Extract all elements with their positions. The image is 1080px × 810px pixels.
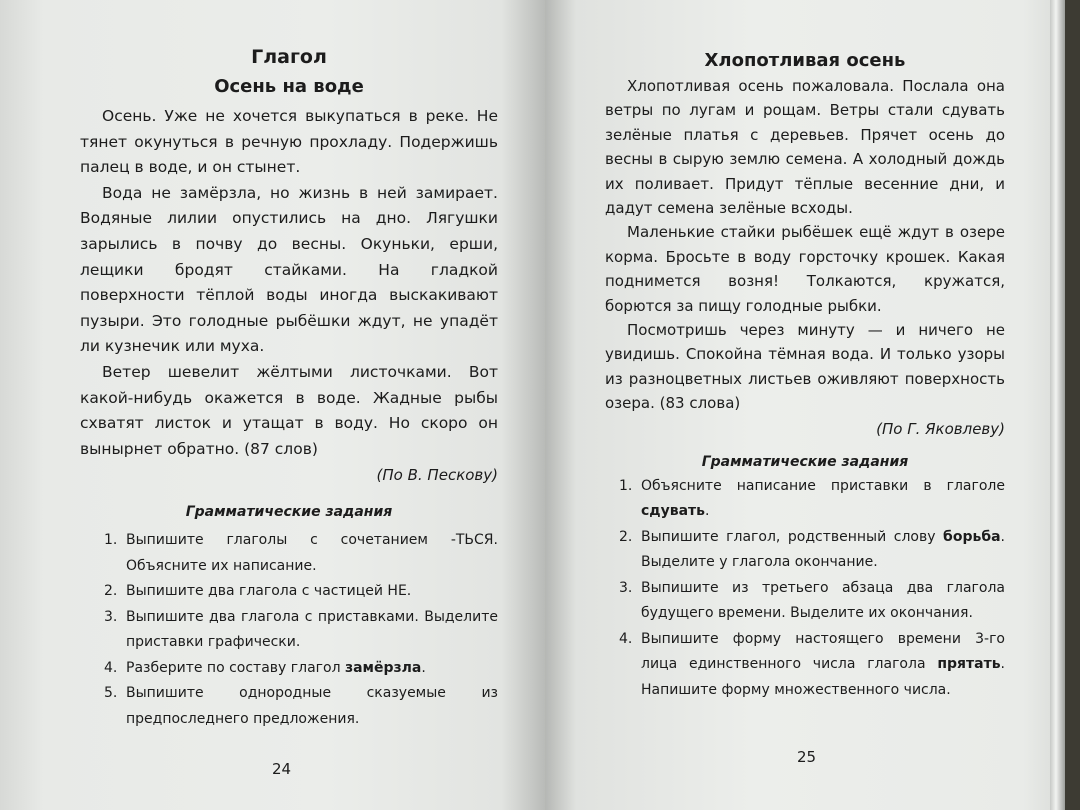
task-item: [605, 525, 1005, 576]
task-keyword: прятать: [937, 656, 1001, 673]
task-number: 3.: [619, 579, 633, 596]
tasks-list-left: [80, 528, 498, 732]
task-number: 4.: [619, 630, 633, 647]
task-text: Выпишите однородные сказуемые из предпоследнего предложения.: [126, 685, 498, 727]
task-text: Выпишите из третьего абзаца два глагола будущего времени. Выделите их окончания.: [641, 579, 1005, 622]
task-item: [80, 681, 498, 732]
paragraph-right-2: Маленькие стайки рыбёшек ещё ждут в озере корма. Бросьте в воду горсточку крошек. Какая поднимется возня! Толкаются, кружатся, борются за пищу голодные рыбки.: [605, 223, 1005, 315]
left-page-column: [80, 44, 498, 732]
task-number: 3.: [104, 608, 118, 625]
task-text-end: . Напишите форму множественного числа.: [641, 656, 1005, 698]
story-title-right: Хлопотливая осень: [704, 50, 906, 71]
tasks-title-left: Грамматические задания: [185, 504, 393, 521]
task-text: Выпишите форму настоящего времени 3-го лица единственного числа глагола: [641, 630, 1005, 673]
task-text-end: .: [421, 659, 426, 676]
paragraph-left-3: Ветер шевелит жёлтыми листочками. Вот какой-нибудь окажется в воде. Жадные рыбы схватят листок и утащат в воду. Но скоро он вынырнет обратно. (87 слов): [80, 362, 498, 458]
task-keyword: замёрзла: [344, 659, 422, 676]
task-number: 2.: [619, 528, 633, 545]
task-text-end: . Выделите у глагола окончание.: [641, 528, 1005, 571]
task-item: [605, 627, 1005, 704]
page-number-right: 25: [797, 748, 817, 766]
task-text: Выпишите два глагола с приставками. Выделите приставки графически.: [126, 608, 498, 651]
task-number: 4.: [104, 659, 118, 676]
task-number: 1.: [104, 532, 118, 549]
task-text: Объясните написание приставки в глаголе: [641, 477, 1005, 494]
task-item: [80, 656, 498, 682]
task-number: 1.: [619, 477, 633, 494]
task-item: [80, 528, 498, 579]
story-title-left: Осень на воде: [214, 76, 364, 97]
task-text: Выпишите глаголы с сочетанием -ТЬСЯ. Объясните их написание.: [126, 532, 498, 574]
right-page: [545, 0, 1065, 810]
page-edge: [1050, 0, 1065, 810]
section-title: Глагол: [251, 46, 327, 68]
task-keyword: сдувать: [641, 503, 706, 520]
task-number: 2.: [104, 583, 118, 600]
author-right: (По Г. Яковлеву): [876, 419, 1005, 438]
author-left: (По В. Пескову): [376, 466, 498, 485]
paragraph-left-1: Осень. Уже не хочется выкупаться в реке. Не тянет окунуться в речную прохладу. Подержишь палец в воде, и он стынет.: [80, 107, 498, 177]
task-text-end: .: [705, 503, 710, 520]
tasks-title-right: Грамматические задания: [701, 453, 909, 470]
page-number-left: 24: [272, 760, 292, 778]
paragraph-left-2: Вода не замёрзла, но жизнь в ней замирает. Водяные лилии опустились на дно. Лягушки зарылись в почву до весны. Окуньки, ерши, лещики бродят стайками. На гладкой поверхности тёплой воды иногда выскакивают пузыри. Это голодные рыбёшки ждут, не упадёт ли кузнечик или муха.: [80, 183, 498, 356]
task-item: [605, 474, 1005, 525]
task-item: [80, 605, 498, 656]
task-text: Выпишите два глагола с частицей НЕ.: [126, 583, 412, 600]
tasks-list-right: [605, 474, 1005, 704]
task-item: [80, 579, 498, 605]
task-item: [605, 576, 1005, 627]
task-keyword: борьба: [943, 528, 1001, 545]
task-text: Выпишите глагол, родственный слову: [641, 528, 944, 545]
paragraph-right-3: Посмотришь через минуту — и ничего не увидишь. Спокойна тёмная вода. И только узоры из разноцветных листьев оживляют поверхность озера. (83 слова): [605, 321, 1005, 413]
paragraph-right-1: Хлопотливая осень пожаловала. Послала она ветры по лугам и рощам. Ветры стали сдувать зелёные платья с деревьев. Прячет осень до весны в сырую землю семена. А холодный дождь их поливает. Придут тёплые весенние дни, и дадут семена зелёные всходы.: [605, 77, 1005, 218]
task-text: Разберите по составу глагол: [126, 659, 345, 676]
right-page-column: [605, 48, 1005, 703]
task-number: 5.: [104, 685, 118, 702]
